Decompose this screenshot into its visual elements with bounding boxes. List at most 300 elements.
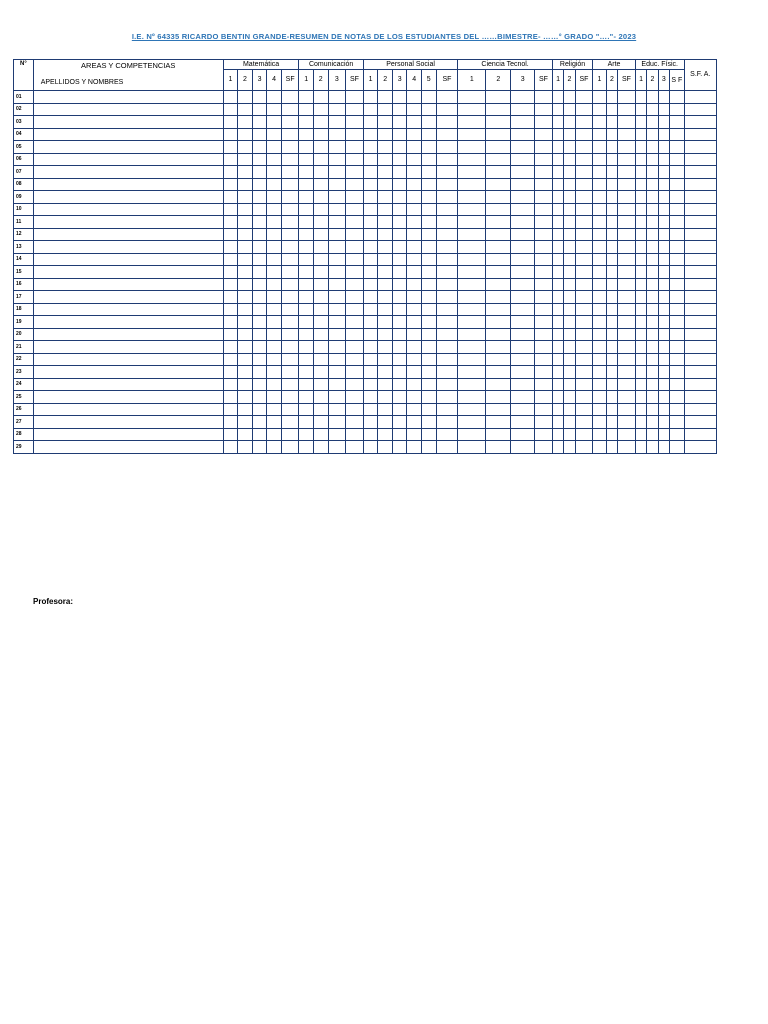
grade-cell[interactable] xyxy=(511,328,535,341)
grade-cell[interactable] xyxy=(606,253,617,266)
grade-cell[interactable] xyxy=(346,403,364,416)
grade-cell[interactable] xyxy=(328,141,346,154)
grade-cell[interactable] xyxy=(392,178,407,191)
grade-cell[interactable] xyxy=(606,316,617,329)
grade-cell[interactable] xyxy=(392,191,407,204)
grade-cell[interactable] xyxy=(658,303,669,316)
grade-cell[interactable] xyxy=(670,341,685,354)
grade-cell[interactable] xyxy=(606,403,617,416)
grade-cell[interactable] xyxy=(252,303,267,316)
grade-cell[interactable] xyxy=(392,366,407,379)
grade-cell[interactable] xyxy=(281,191,299,204)
grade-cell[interactable] xyxy=(328,441,346,454)
grade-cell[interactable] xyxy=(647,378,658,391)
grade-cell[interactable] xyxy=(363,403,378,416)
grade-cell[interactable] xyxy=(564,391,575,404)
grade-cell[interactable] xyxy=(535,178,553,191)
grade-cell[interactable] xyxy=(328,103,346,116)
grade-cell[interactable] xyxy=(618,441,636,454)
grade-cell[interactable] xyxy=(670,403,685,416)
grade-cell[interactable] xyxy=(635,378,646,391)
grade-cell[interactable] xyxy=(252,428,267,441)
grade-cell[interactable] xyxy=(647,391,658,404)
grade-cell[interactable] xyxy=(421,266,436,279)
grade-cell[interactable] xyxy=(684,191,716,204)
grade-cell[interactable] xyxy=(564,203,575,216)
grade-cell[interactable] xyxy=(593,378,606,391)
grade-cell[interactable] xyxy=(436,241,458,254)
grade-cell[interactable] xyxy=(299,103,314,116)
grade-cell[interactable] xyxy=(223,253,238,266)
grade-cell[interactable] xyxy=(392,91,407,104)
grade-cell[interactable] xyxy=(635,266,646,279)
grade-cell[interactable] xyxy=(281,203,299,216)
grade-cell[interactable] xyxy=(606,203,617,216)
grade-cell[interactable] xyxy=(392,228,407,241)
grade-cell[interactable] xyxy=(618,178,636,191)
grade-cell[interactable] xyxy=(552,191,563,204)
grade-cell[interactable] xyxy=(575,403,593,416)
grade-cell[interactable] xyxy=(407,366,422,379)
grade-cell[interactable] xyxy=(670,278,685,291)
student-name-cell[interactable] xyxy=(33,228,223,241)
grade-cell[interactable] xyxy=(575,416,593,429)
grade-cell[interactable] xyxy=(281,116,299,129)
grade-cell[interactable] xyxy=(486,341,511,354)
grade-cell[interactable] xyxy=(378,153,393,166)
grade-cell[interactable] xyxy=(552,441,563,454)
grade-cell[interactable] xyxy=(684,403,716,416)
grade-cell[interactable] xyxy=(378,416,393,429)
grade-cell[interactable] xyxy=(670,141,685,154)
grade-cell[interactable] xyxy=(458,378,486,391)
grade-cell[interactable] xyxy=(635,103,646,116)
grade-cell[interactable] xyxy=(593,203,606,216)
grade-cell[interactable] xyxy=(511,153,535,166)
grade-cell[interactable] xyxy=(618,328,636,341)
grade-cell[interactable] xyxy=(299,141,314,154)
grade-cell[interactable] xyxy=(658,103,669,116)
grade-cell[interactable] xyxy=(684,416,716,429)
grade-cell[interactable] xyxy=(486,416,511,429)
grade-cell[interactable] xyxy=(670,103,685,116)
grade-cell[interactable] xyxy=(647,266,658,279)
grade-cell[interactable] xyxy=(593,128,606,141)
grade-cell[interactable] xyxy=(635,391,646,404)
grade-cell[interactable] xyxy=(535,341,553,354)
grade-cell[interactable] xyxy=(407,241,422,254)
grade-cell[interactable] xyxy=(684,353,716,366)
grade-cell[interactable] xyxy=(421,316,436,329)
student-name-cell[interactable] xyxy=(33,403,223,416)
grade-cell[interactable] xyxy=(252,316,267,329)
grade-cell[interactable] xyxy=(458,91,486,104)
grade-cell[interactable] xyxy=(486,428,511,441)
grade-cell[interactable] xyxy=(421,341,436,354)
student-name-cell[interactable] xyxy=(33,341,223,354)
grade-cell[interactable] xyxy=(421,203,436,216)
grade-cell[interactable] xyxy=(486,378,511,391)
grade-cell[interactable] xyxy=(606,103,617,116)
grade-cell[interactable] xyxy=(593,166,606,179)
grade-cell[interactable] xyxy=(407,228,422,241)
grade-cell[interactable] xyxy=(658,378,669,391)
grade-cell[interactable] xyxy=(635,353,646,366)
grade-cell[interactable] xyxy=(346,141,364,154)
grade-cell[interactable] xyxy=(223,191,238,204)
grade-cell[interactable] xyxy=(486,328,511,341)
grade-cell[interactable] xyxy=(223,428,238,441)
grade-cell[interactable] xyxy=(392,328,407,341)
grade-cell[interactable] xyxy=(392,441,407,454)
grade-cell[interactable] xyxy=(281,428,299,441)
grade-cell[interactable] xyxy=(684,178,716,191)
grade-cell[interactable] xyxy=(378,266,393,279)
grade-cell[interactable] xyxy=(647,291,658,304)
grade-cell[interactable] xyxy=(511,403,535,416)
grade-cell[interactable] xyxy=(575,441,593,454)
grade-cell[interactable] xyxy=(378,203,393,216)
grade-cell[interactable] xyxy=(511,191,535,204)
grade-cell[interactable] xyxy=(421,416,436,429)
grade-cell[interactable] xyxy=(670,91,685,104)
grade-cell[interactable] xyxy=(486,91,511,104)
student-name-cell[interactable] xyxy=(33,391,223,404)
grade-cell[interactable] xyxy=(252,366,267,379)
grade-cell[interactable] xyxy=(552,103,563,116)
grade-cell[interactable] xyxy=(407,128,422,141)
grade-cell[interactable] xyxy=(658,153,669,166)
grade-cell[interactable] xyxy=(575,116,593,129)
grade-cell[interactable] xyxy=(436,416,458,429)
grade-cell[interactable] xyxy=(575,366,593,379)
grade-cell[interactable] xyxy=(267,403,282,416)
grade-cell[interactable] xyxy=(564,441,575,454)
grade-cell[interactable] xyxy=(552,316,563,329)
grade-cell[interactable] xyxy=(407,116,422,129)
student-name-cell[interactable] xyxy=(33,128,223,141)
grade-cell[interactable] xyxy=(593,241,606,254)
grade-cell[interactable] xyxy=(299,391,314,404)
grade-cell[interactable] xyxy=(346,341,364,354)
grade-cell[interactable] xyxy=(267,128,282,141)
grade-cell[interactable] xyxy=(618,253,636,266)
grade-cell[interactable] xyxy=(313,153,328,166)
grade-cell[interactable] xyxy=(281,303,299,316)
grade-cell[interactable] xyxy=(670,266,685,279)
grade-cell[interactable] xyxy=(618,403,636,416)
grade-cell[interactable] xyxy=(281,266,299,279)
grade-cell[interactable] xyxy=(635,166,646,179)
grade-cell[interactable] xyxy=(658,216,669,229)
grade-cell[interactable] xyxy=(635,128,646,141)
grade-cell[interactable] xyxy=(252,166,267,179)
grade-cell[interactable] xyxy=(458,216,486,229)
grade-cell[interactable] xyxy=(658,178,669,191)
grade-cell[interactable] xyxy=(392,216,407,229)
grade-cell[interactable] xyxy=(252,103,267,116)
grade-cell[interactable] xyxy=(486,116,511,129)
grade-cell[interactable] xyxy=(238,141,253,154)
grade-cell[interactable] xyxy=(635,278,646,291)
grade-cell[interactable] xyxy=(313,266,328,279)
grade-cell[interactable] xyxy=(267,241,282,254)
grade-cell[interactable] xyxy=(378,103,393,116)
grade-cell[interactable] xyxy=(635,341,646,354)
grade-cell[interactable] xyxy=(378,291,393,304)
grade-cell[interactable] xyxy=(346,116,364,129)
grade-cell[interactable] xyxy=(238,403,253,416)
grade-cell[interactable] xyxy=(299,341,314,354)
grade-cell[interactable] xyxy=(363,91,378,104)
grade-cell[interactable] xyxy=(511,203,535,216)
grade-cell[interactable] xyxy=(252,341,267,354)
grade-cell[interactable] xyxy=(618,341,636,354)
grade-cell[interactable] xyxy=(658,341,669,354)
grade-cell[interactable] xyxy=(635,91,646,104)
grade-cell[interactable] xyxy=(328,91,346,104)
grade-cell[interactable] xyxy=(328,316,346,329)
grade-cell[interactable] xyxy=(670,203,685,216)
grade-cell[interactable] xyxy=(635,191,646,204)
grade-cell[interactable] xyxy=(458,353,486,366)
grade-cell[interactable] xyxy=(593,91,606,104)
grade-cell[interactable] xyxy=(564,303,575,316)
grade-cell[interactable] xyxy=(267,203,282,216)
grade-cell[interactable] xyxy=(618,391,636,404)
grade-cell[interactable] xyxy=(658,316,669,329)
grade-cell[interactable] xyxy=(575,178,593,191)
grade-cell[interactable] xyxy=(684,291,716,304)
grade-cell[interactable] xyxy=(618,416,636,429)
grade-cell[interactable] xyxy=(436,441,458,454)
grade-cell[interactable] xyxy=(299,253,314,266)
grade-cell[interactable] xyxy=(511,391,535,404)
grade-cell[interactable] xyxy=(378,278,393,291)
grade-cell[interactable] xyxy=(647,341,658,354)
grade-cell[interactable] xyxy=(407,341,422,354)
grade-cell[interactable] xyxy=(564,341,575,354)
grade-cell[interactable] xyxy=(252,403,267,416)
grade-cell[interactable] xyxy=(458,341,486,354)
grade-cell[interactable] xyxy=(670,391,685,404)
grade-cell[interactable] xyxy=(328,128,346,141)
grade-cell[interactable] xyxy=(238,353,253,366)
grade-cell[interactable] xyxy=(223,228,238,241)
grade-cell[interactable] xyxy=(511,316,535,329)
grade-cell[interactable] xyxy=(575,216,593,229)
grade-cell[interactable] xyxy=(486,228,511,241)
grade-cell[interactable] xyxy=(363,428,378,441)
student-name-cell[interactable] xyxy=(33,191,223,204)
grade-cell[interactable] xyxy=(281,153,299,166)
grade-cell[interactable] xyxy=(511,241,535,254)
grade-cell[interactable] xyxy=(238,166,253,179)
grade-cell[interactable] xyxy=(392,403,407,416)
grade-cell[interactable] xyxy=(564,128,575,141)
grade-cell[interactable] xyxy=(511,416,535,429)
grade-cell[interactable] xyxy=(647,228,658,241)
grade-cell[interactable] xyxy=(281,228,299,241)
grade-cell[interactable] xyxy=(458,366,486,379)
student-name-cell[interactable] xyxy=(33,116,223,129)
grade-cell[interactable] xyxy=(564,266,575,279)
grade-cell[interactable] xyxy=(606,116,617,129)
grade-cell[interactable] xyxy=(267,228,282,241)
grade-cell[interactable] xyxy=(346,291,364,304)
grade-cell[interactable] xyxy=(313,341,328,354)
grade-cell[interactable] xyxy=(252,353,267,366)
grade-cell[interactable] xyxy=(378,303,393,316)
grade-cell[interactable] xyxy=(635,178,646,191)
grade-cell[interactable] xyxy=(647,91,658,104)
grade-cell[interactable] xyxy=(346,441,364,454)
grade-cell[interactable] xyxy=(281,291,299,304)
grade-cell[interactable] xyxy=(535,378,553,391)
grade-cell[interactable] xyxy=(593,416,606,429)
grade-cell[interactable] xyxy=(407,253,422,266)
grade-cell[interactable] xyxy=(238,178,253,191)
grade-cell[interactable] xyxy=(647,178,658,191)
grade-cell[interactable] xyxy=(421,391,436,404)
student-name-cell[interactable] xyxy=(33,216,223,229)
grade-cell[interactable] xyxy=(421,191,436,204)
grade-cell[interactable] xyxy=(606,153,617,166)
grade-cell[interactable] xyxy=(346,178,364,191)
grade-cell[interactable] xyxy=(346,266,364,279)
grade-cell[interactable] xyxy=(252,91,267,104)
grade-cell[interactable] xyxy=(670,116,685,129)
student-name-cell[interactable] xyxy=(33,378,223,391)
grade-cell[interactable] xyxy=(618,203,636,216)
grade-cell[interactable] xyxy=(658,353,669,366)
grade-cell[interactable] xyxy=(486,353,511,366)
grade-cell[interactable] xyxy=(458,153,486,166)
grade-cell[interactable] xyxy=(575,141,593,154)
grade-cell[interactable] xyxy=(281,416,299,429)
grade-cell[interactable] xyxy=(392,378,407,391)
grade-cell[interactable] xyxy=(575,303,593,316)
grade-cell[interactable] xyxy=(267,291,282,304)
grade-cell[interactable] xyxy=(238,391,253,404)
grade-cell[interactable] xyxy=(458,178,486,191)
grade-cell[interactable] xyxy=(575,353,593,366)
grade-cell[interactable] xyxy=(606,441,617,454)
grade-cell[interactable] xyxy=(392,353,407,366)
grade-cell[interactable] xyxy=(299,278,314,291)
grade-cell[interactable] xyxy=(421,303,436,316)
grade-cell[interactable] xyxy=(511,253,535,266)
grade-cell[interactable] xyxy=(575,428,593,441)
grade-cell[interactable] xyxy=(593,228,606,241)
grade-cell[interactable] xyxy=(238,103,253,116)
grade-cell[interactable] xyxy=(552,153,563,166)
grade-cell[interactable] xyxy=(392,116,407,129)
grade-cell[interactable] xyxy=(511,378,535,391)
grade-cell[interactable] xyxy=(535,153,553,166)
grade-cell[interactable] xyxy=(575,228,593,241)
grade-cell[interactable] xyxy=(486,216,511,229)
grade-cell[interactable] xyxy=(281,91,299,104)
grade-cell[interactable] xyxy=(564,216,575,229)
student-name-cell[interactable] xyxy=(33,303,223,316)
grade-cell[interactable] xyxy=(299,378,314,391)
grade-cell[interactable] xyxy=(486,366,511,379)
grade-cell[interactable] xyxy=(564,153,575,166)
grade-cell[interactable] xyxy=(223,91,238,104)
grade-cell[interactable] xyxy=(552,291,563,304)
grade-cell[interactable] xyxy=(436,378,458,391)
grade-cell[interactable] xyxy=(346,191,364,204)
grade-cell[interactable] xyxy=(575,291,593,304)
grade-cell[interactable] xyxy=(535,141,553,154)
grade-cell[interactable] xyxy=(635,366,646,379)
grade-cell[interactable] xyxy=(458,141,486,154)
student-name-cell[interactable] xyxy=(33,241,223,254)
grade-cell[interactable] xyxy=(593,216,606,229)
grade-cell[interactable] xyxy=(299,153,314,166)
grade-cell[interactable] xyxy=(299,316,314,329)
grade-cell[interactable] xyxy=(606,166,617,179)
grade-cell[interactable] xyxy=(535,266,553,279)
grade-cell[interactable] xyxy=(564,353,575,366)
grade-cell[interactable] xyxy=(346,328,364,341)
grade-cell[interactable] xyxy=(346,378,364,391)
grade-cell[interactable] xyxy=(606,428,617,441)
grade-cell[interactable] xyxy=(436,91,458,104)
grade-cell[interactable] xyxy=(535,278,553,291)
grade-cell[interactable] xyxy=(238,416,253,429)
grade-cell[interactable] xyxy=(575,166,593,179)
student-name-cell[interactable] xyxy=(33,166,223,179)
grade-cell[interactable] xyxy=(486,291,511,304)
grade-cell[interactable] xyxy=(392,416,407,429)
grade-cell[interactable] xyxy=(407,91,422,104)
grade-cell[interactable] xyxy=(223,391,238,404)
grade-cell[interactable] xyxy=(486,141,511,154)
grade-cell[interactable] xyxy=(658,366,669,379)
grade-cell[interactable] xyxy=(346,166,364,179)
grade-cell[interactable] xyxy=(593,328,606,341)
grade-cell[interactable] xyxy=(436,216,458,229)
grade-cell[interactable] xyxy=(328,378,346,391)
grade-cell[interactable] xyxy=(436,166,458,179)
grade-cell[interactable] xyxy=(363,103,378,116)
grade-cell[interactable] xyxy=(392,141,407,154)
grade-cell[interactable] xyxy=(238,291,253,304)
grade-cell[interactable] xyxy=(436,103,458,116)
grade-cell[interactable] xyxy=(363,166,378,179)
grade-cell[interactable] xyxy=(436,341,458,354)
grade-cell[interactable] xyxy=(647,366,658,379)
grade-cell[interactable] xyxy=(606,366,617,379)
grade-cell[interactable] xyxy=(313,203,328,216)
grade-cell[interactable] xyxy=(647,191,658,204)
grade-cell[interactable] xyxy=(436,316,458,329)
grade-cell[interactable] xyxy=(223,441,238,454)
grade-cell[interactable] xyxy=(436,228,458,241)
grade-cell[interactable] xyxy=(281,241,299,254)
grade-cell[interactable] xyxy=(564,253,575,266)
grade-cell[interactable] xyxy=(552,216,563,229)
grade-cell[interactable] xyxy=(267,91,282,104)
grade-cell[interactable] xyxy=(635,416,646,429)
grade-cell[interactable] xyxy=(684,341,716,354)
grade-cell[interactable] xyxy=(486,253,511,266)
grade-cell[interactable] xyxy=(238,116,253,129)
grade-cell[interactable] xyxy=(575,278,593,291)
grade-cell[interactable] xyxy=(299,166,314,179)
